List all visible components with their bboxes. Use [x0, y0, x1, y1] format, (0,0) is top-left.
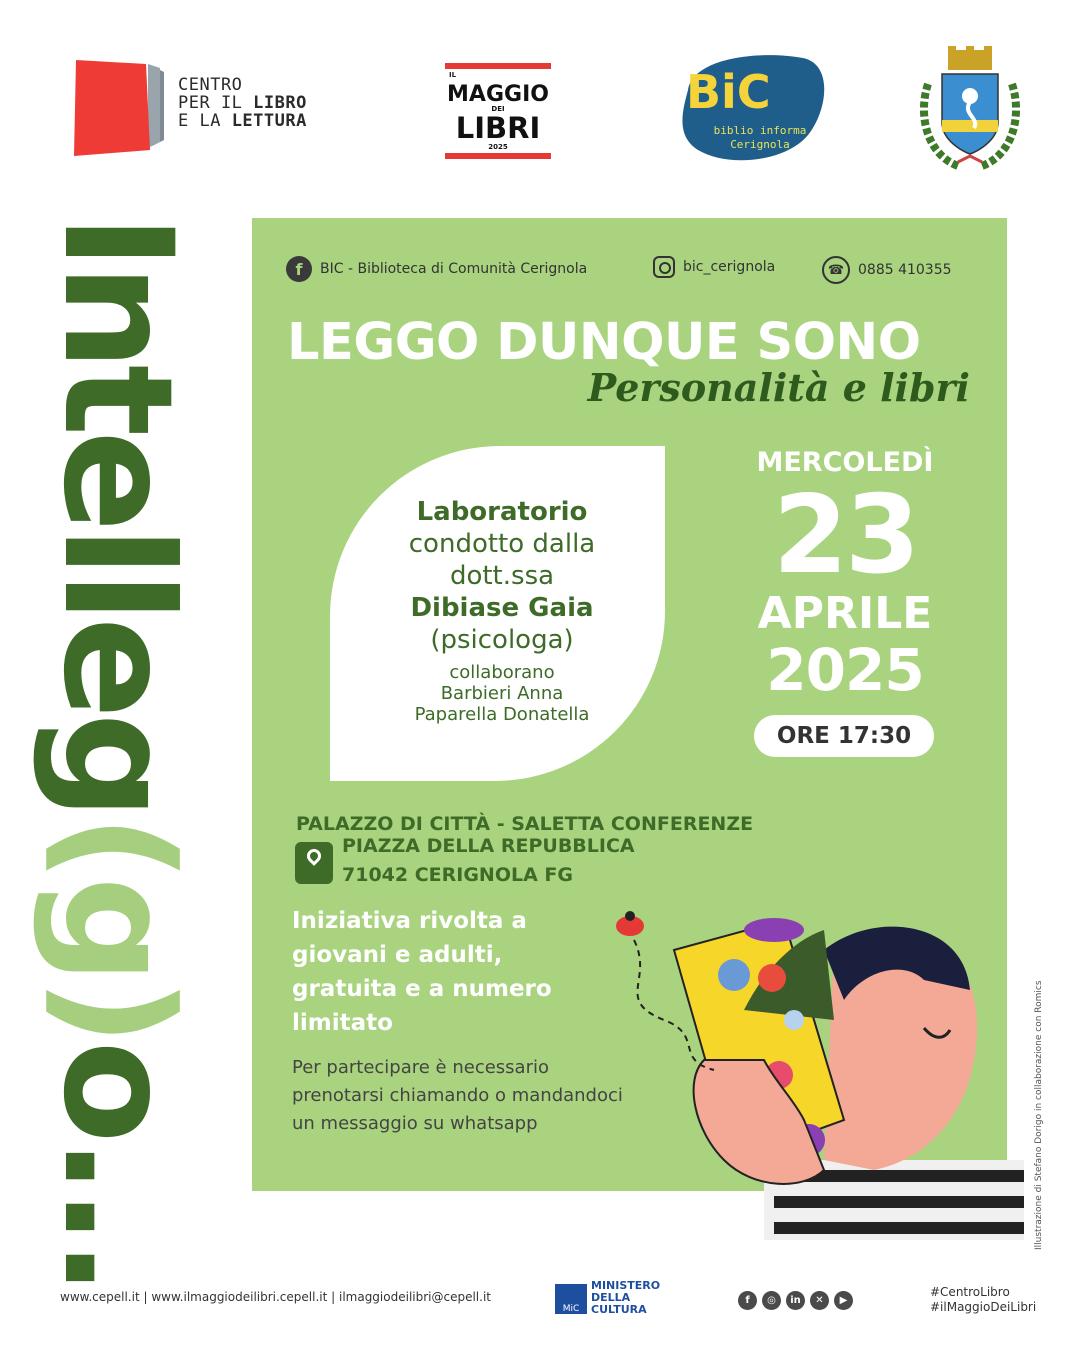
venue-name: PALAZZO DI CITTÀ - SALETTA CONFERENZE	[296, 813, 754, 835]
lab-line: condotto dalla	[408, 529, 596, 559]
phone-label: 0885 410355	[858, 262, 952, 278]
event-date	[740, 446, 950, 702]
mic-icon: MiC	[555, 1284, 587, 1314]
instagram-icon	[653, 256, 675, 278]
collab-label: collaborano	[449, 662, 555, 683]
cerignola-coat-of-arms	[918, 44, 1022, 174]
headline-part-end: o...	[30, 1040, 204, 1291]
svg-text:DEI: DEI	[491, 105, 505, 113]
venue-city: 71042 CERIGNOLA FG	[342, 864, 573, 886]
lab-role: (psicologa)	[430, 625, 574, 655]
cepell-wordmark: CENTRO PER IL LIBRO E LA LETTURA	[178, 75, 307, 131]
lab-description	[352, 496, 652, 725]
bic-logo	[668, 50, 830, 168]
facebook-icon[interactable]: f	[738, 1291, 757, 1310]
instagram-label: bic_cerignola	[683, 259, 776, 275]
lab-title: Laboratorio	[416, 497, 588, 527]
footer-social-icons	[738, 1291, 853, 1310]
headline-part-dark: Intelleg	[30, 214, 204, 814]
lab-line: dott.ssa	[449, 561, 555, 591]
location-pin-icon	[295, 842, 333, 884]
hashtags	[930, 1285, 1036, 1315]
lab-leader: Dibiase Gaia	[410, 593, 594, 623]
facebook-link[interactable]	[286, 256, 587, 282]
booking-note: Per partecipare è necessario prenotarsi chiamando o mandandoci un messaggio su whatsapp	[292, 1057, 623, 1134]
x-icon[interactable]: ✕	[810, 1291, 829, 1310]
footer-links[interactable]: www.cepell.it | www.ilmaggiodeilibri.cepell.it | ilmaggiodeilibri@cepell.it	[60, 1290, 491, 1304]
hashtag: #ilMaggioDeiLibri	[930, 1300, 1037, 1314]
svg-text:2025: 2025	[488, 143, 508, 151]
collaborator: Barbieri Anna	[440, 683, 564, 704]
event-title: LEGGO DUNQUE SONO	[287, 313, 921, 372]
linkedin-icon[interactable]: in	[786, 1291, 805, 1310]
svg-text:Cerignola: Cerignola	[730, 138, 790, 151]
instagram-link[interactable]	[653, 256, 775, 278]
headline-part-light: (g)	[30, 813, 204, 1041]
hashtag: #CentroLibro	[930, 1285, 1010, 1299]
social-row	[286, 256, 986, 286]
collaborator: Paparella Donatella	[414, 704, 590, 725]
svg-text:LIBRI: LIBRI	[455, 111, 541, 145]
venue-street: PIAZZA DELLA REPUBBLICA	[342, 835, 635, 857]
svg-text:BiC: BiC	[686, 65, 771, 119]
instagram-icon[interactable]: ◎	[762, 1291, 781, 1310]
svg-text:MAGGIO: MAGGIO	[447, 82, 549, 107]
cepell-logo	[72, 58, 172, 158]
maggio-dei-libri-logo	[445, 63, 551, 159]
illustration-credit: Illustrazione di Stefano Dorigo in collaborazione con Romics	[1034, 980, 1044, 1250]
month: APRILE	[757, 588, 933, 639]
reader-illustration	[594, 860, 1034, 1250]
initiative-text: Iniziativa rivolta a giovani e adulti, gratuita e a numero limitato	[292, 908, 552, 1036]
svg-text:IL: IL	[449, 71, 457, 79]
phone-link[interactable]	[822, 256, 952, 284]
svg-text:biblio informa: biblio informa	[713, 124, 807, 137]
ministero-cultura-logo: MiC MINISTERO DELLA CULTURA	[555, 1280, 675, 1320]
phone-icon: ☎	[822, 256, 850, 284]
year: 2025	[766, 636, 924, 704]
event-subtitle: Personalità e libri	[587, 365, 970, 410]
youtube-icon[interactable]: ▶	[834, 1291, 853, 1310]
facebook-icon: f	[286, 256, 312, 282]
weekday: MERCOLEDÌ	[756, 447, 934, 478]
day-number: 23	[772, 473, 918, 598]
event-time: ORE 17:30	[754, 715, 934, 757]
facebook-label: BIC - Biblioteca di Comunità Cerignola	[320, 261, 588, 277]
vertical-headline	[30, 214, 204, 1291]
